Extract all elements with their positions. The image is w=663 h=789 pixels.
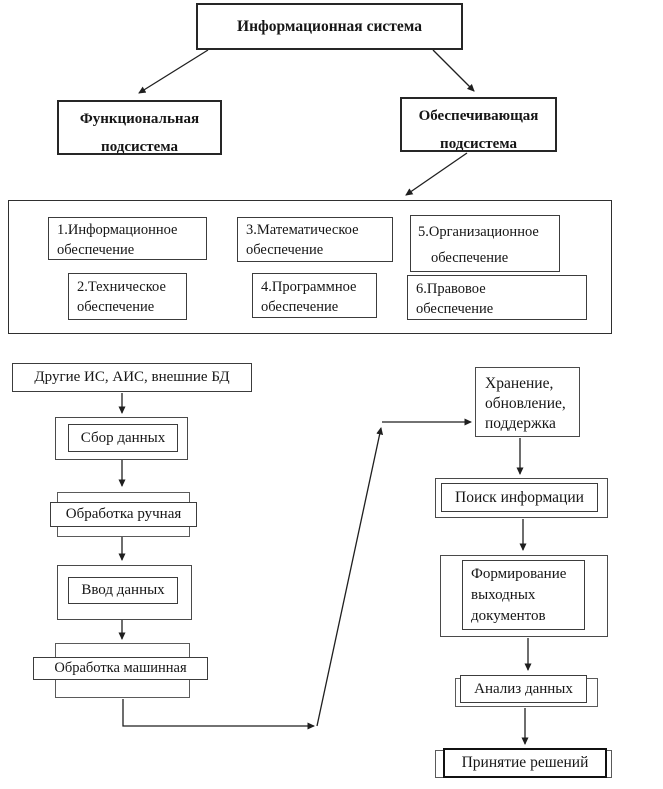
support-box-3 [237, 217, 393, 262]
arrow-diagonal-up [317, 428, 381, 726]
root-system-label: Информационная система [237, 17, 422, 35]
output-docs-line2: выходных [471, 587, 536, 603]
analysis-label: Анализ данных [474, 680, 573, 697]
manual-processing-box [50, 502, 197, 527]
support-5-line1: 5.Организационное [418, 224, 539, 240]
collect-data-box [68, 424, 178, 452]
storage-line3: поддержка [485, 415, 556, 432]
decision-box [443, 748, 607, 778]
support-4-line1: 4.Программное [261, 279, 357, 295]
data-input-label: Ввод данных [81, 582, 165, 598]
support-2-line1: 2.Техническое [77, 279, 166, 295]
storage-line1: Хранение, [485, 375, 554, 392]
functional-line1: Функциональная [79, 111, 200, 127]
support-6-line2: обеспечение [416, 301, 494, 317]
manual-processing-label: Обработка ручная [65, 506, 182, 522]
support-box-6 [407, 275, 587, 320]
support-box-5 [410, 215, 560, 272]
support-5-line2: обеспечение [431, 250, 509, 266]
external-sources-label: Другие ИС, АИС, внешние БД [34, 369, 230, 385]
external-sources-box [12, 363, 252, 392]
root-system-box [196, 3, 463, 50]
analysis-box [460, 675, 587, 703]
machine-processing-label: Обработка машинная [54, 660, 187, 676]
support-3-line1: 3.Математическое [246, 222, 359, 238]
support-box-4 [252, 273, 377, 318]
data-input-box [68, 577, 178, 604]
support-2-line2: обеспечение [77, 299, 155, 315]
support-box-1 [48, 217, 207, 260]
output-docs-box [462, 560, 585, 630]
support-box-2 [68, 273, 187, 320]
functional-line2: подсистема [101, 139, 178, 155]
arrow-root-to-providing [433, 50, 474, 91]
support-3-line2: обеспечение [246, 242, 324, 258]
output-docs-line3: документов [471, 608, 546, 624]
storage-box [475, 367, 580, 437]
storage-line2: обновление, [485, 395, 566, 412]
arrow-machine-elbow [123, 699, 314, 726]
functional-subsystem-box [57, 100, 222, 155]
support-6-line1: 6.Правовое [416, 281, 486, 297]
providing-line2: подсистема [440, 136, 517, 152]
support-1-line2: обеспечение [57, 242, 135, 258]
providing-subsystem-box [400, 97, 557, 152]
search-box [441, 483, 598, 512]
decision-label: Принятие решений [461, 754, 589, 771]
support-1-line1: 1.Информационное [57, 222, 178, 238]
machine-processing-box [33, 657, 208, 680]
search-label: Поиск информации [455, 488, 584, 506]
arrow-providing-to-support [406, 153, 467, 195]
support-4-line2: обеспечение [261, 299, 339, 315]
collect-data-label: Сбор данных [80, 429, 166, 446]
providing-line1: Обеспечивающая [418, 108, 539, 124]
arrow-root-to-functional [139, 50, 208, 93]
output-docs-line1: Формирование [471, 566, 567, 582]
